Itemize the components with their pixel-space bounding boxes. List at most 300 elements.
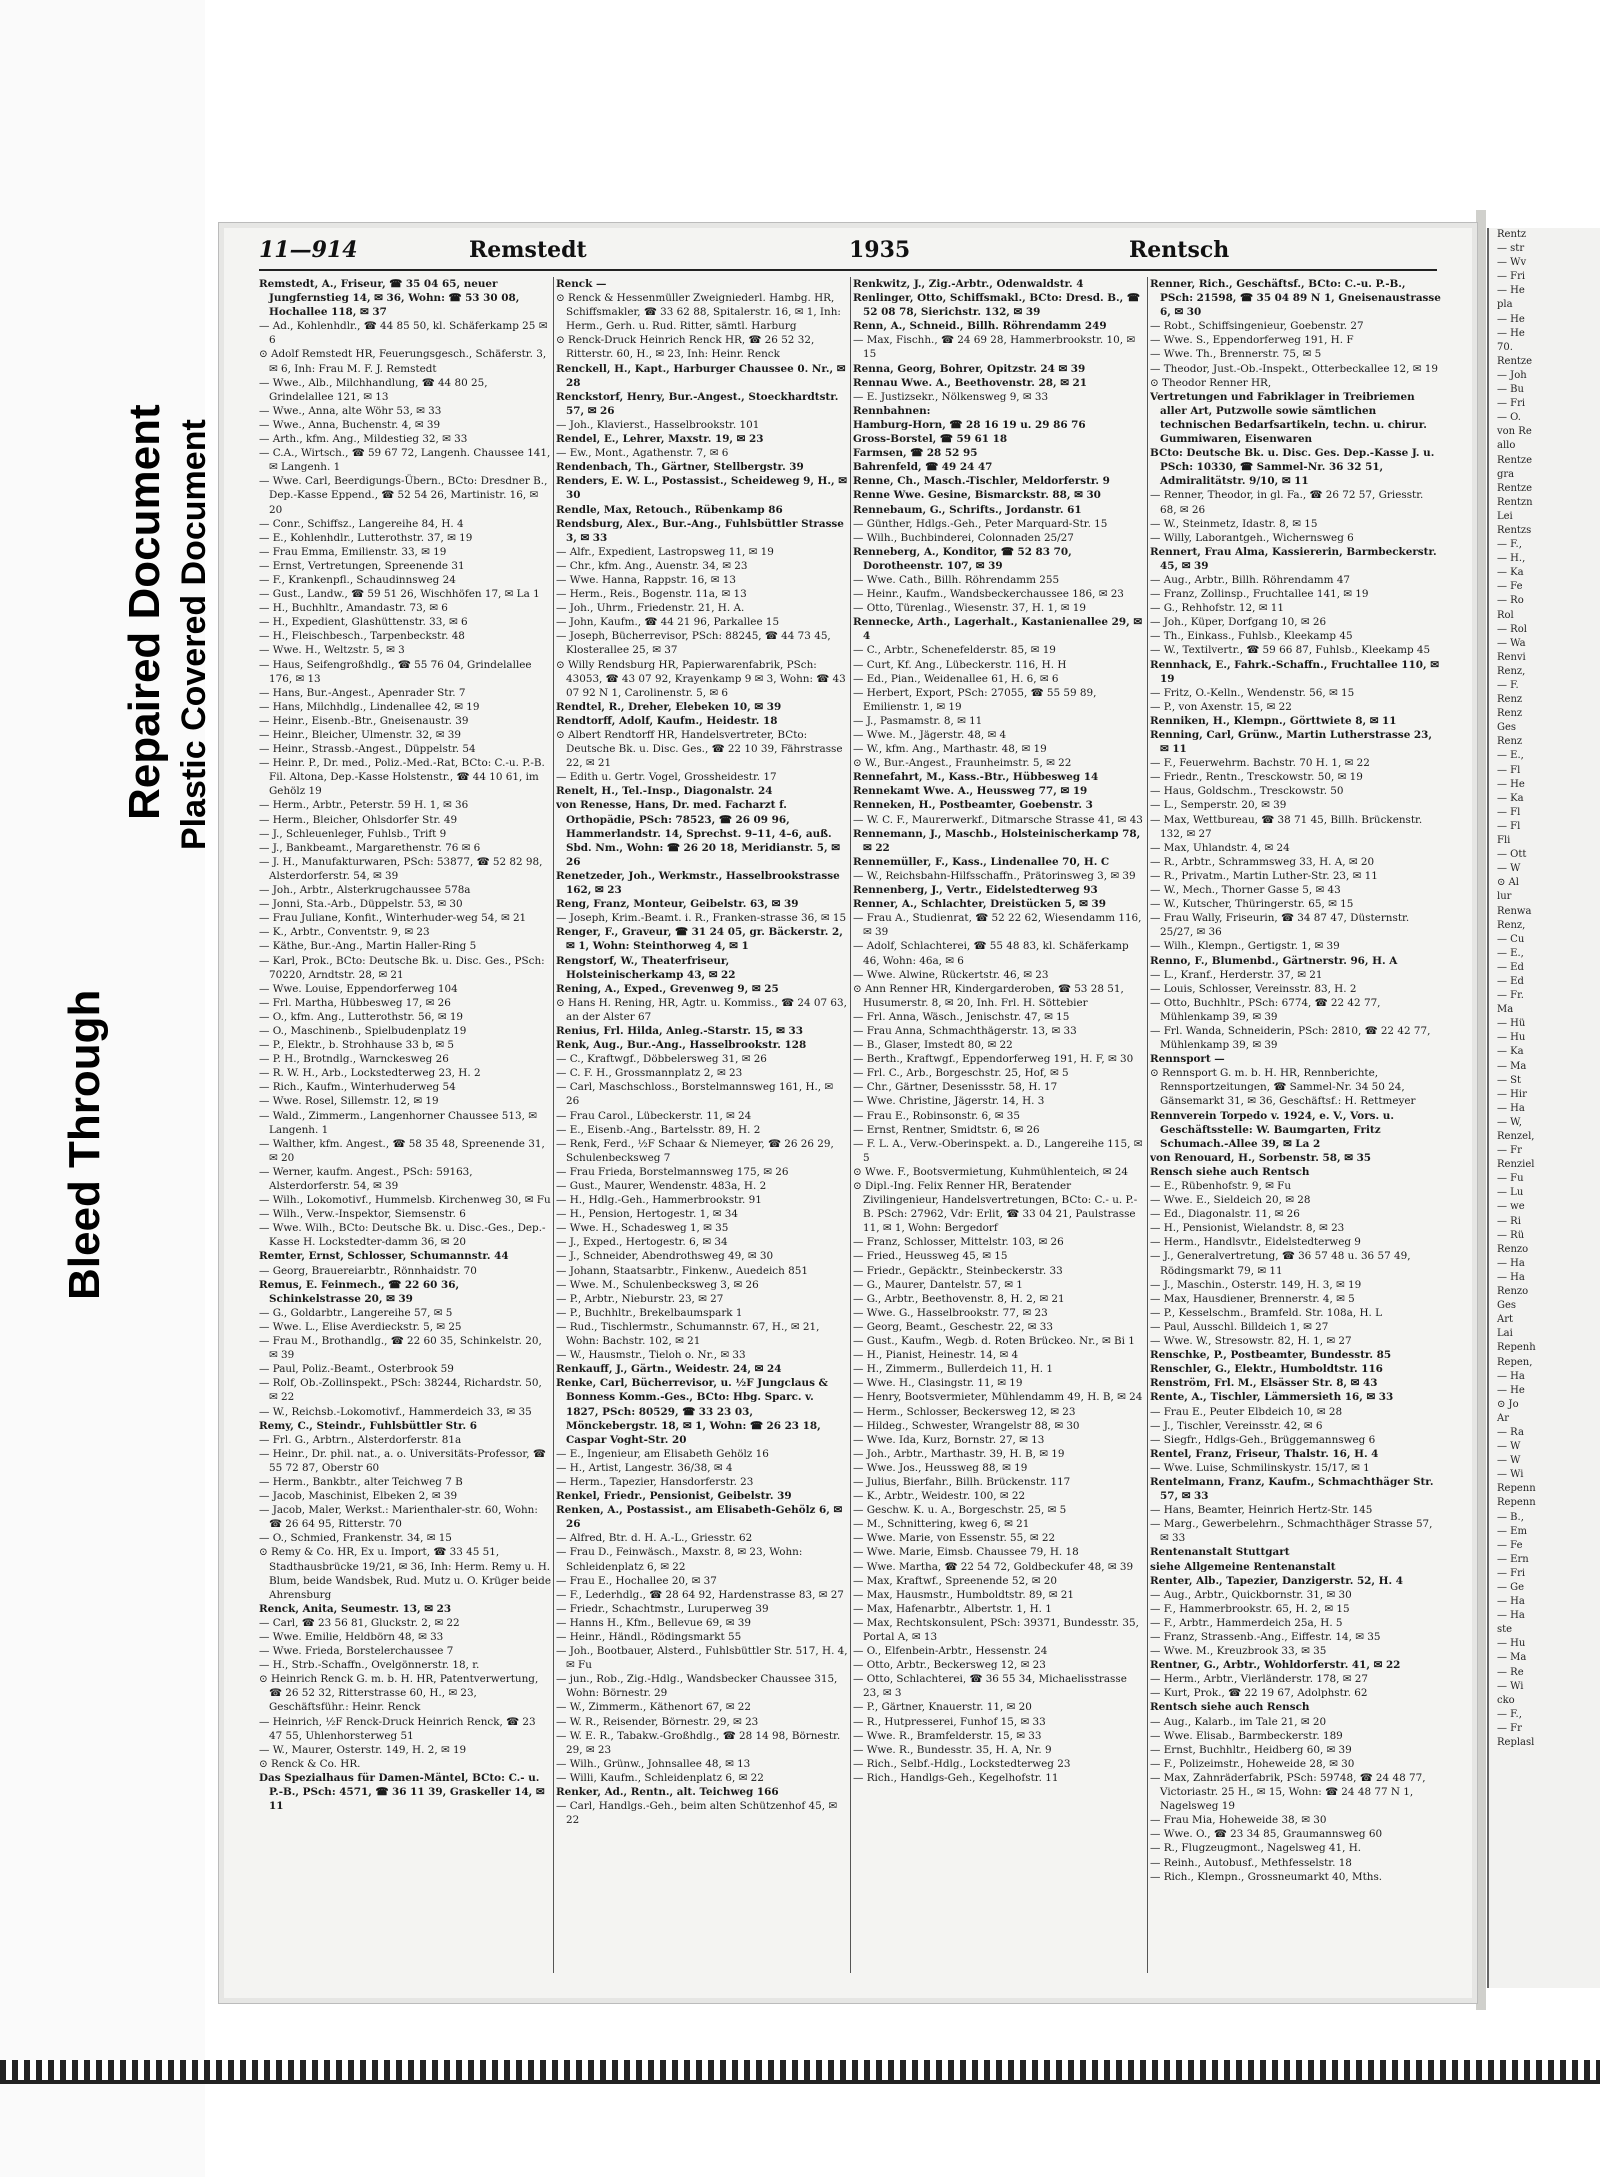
fragment-line: — E., xyxy=(1497,947,1524,959)
directory-entry: — Louis, Schlosser, Vereinsstr. 83, H. 2 xyxy=(1150,982,1357,995)
directory-entry: Reng, Franz, Monteur, Geibelstr. 63, ✉ 39 xyxy=(556,898,799,911)
fragment-line: — He xyxy=(1497,1384,1525,1396)
directory-entry: — H., Expedient, Glashüttenstr. 33, ✉ 6 xyxy=(259,616,468,629)
directory-entry: — Otto, Arbtr., Beckersweg 12, ✉ 23 xyxy=(853,1659,1046,1672)
fragment-line: — Fl xyxy=(1497,764,1521,776)
fragment-line: — He xyxy=(1497,285,1525,297)
directory-entry: — Julius, Bierfahr., Billh. Brückenstr. 117 xyxy=(853,1475,1071,1488)
directory-entry: — F., Hammerbrookstr. 65, H. 2, ✉ 15 xyxy=(1150,1602,1350,1615)
fragment-line: Renz, xyxy=(1497,919,1526,931)
fragment-line: — Wi xyxy=(1497,1469,1524,1481)
directory-entry: ⊙ Rennsport G. m. b. H. HR, Rennberichte, Rennsportzeitungen, ☎ Sammel-Nr. 34 50 24, Gänsemarkt 31, ✉ 36, Geschäftsf.: H. Rettmeyer xyxy=(1150,1067,1416,1108)
fragment-line: — Cu xyxy=(1497,933,1525,945)
fragment-line: — Ka xyxy=(1497,1046,1524,1058)
directory-entry: — Frau Frieda, Borstelmannsweg 175, ✉ 26 xyxy=(556,1165,789,1178)
fragment-line: — Wa xyxy=(1497,637,1526,649)
directory-entry: Rennemann, J., Maschb., Holsteinischerkamp 78, ✉ 22 xyxy=(853,827,1141,854)
fragment-line: Renz xyxy=(1497,736,1523,748)
directory-entry: — E., Ingenieur, am Elisabeth Gehölz 16 xyxy=(556,1447,769,1460)
directory-entry: Rengstorf, W., Theaterfriseur, Holsteinischerkamp 43, ✉ 22 xyxy=(556,954,736,981)
directory-entry: — Frau Anna, Schmachthägerstr. 13, ✉ 33 xyxy=(853,1024,1077,1037)
directory-entry: — Hans, Milchhdlg., Lindenallee 42, ✉ 19 xyxy=(259,700,480,713)
column-2 xyxy=(556,277,848,1973)
fragment-line: Renzo xyxy=(1497,1286,1529,1298)
directory-entry: — Wwe. Wilh., BCto: Deutsche Bk. u. Disc.-Ges., Dep.-Kasse H. Lockstedter-damm 36, ✉ 20 xyxy=(259,1222,546,1249)
directory-entry: — Joh., Küper, Dorfgang 10, ✉ 26 xyxy=(1150,616,1327,629)
directory-entry: Rentner, G., Arbtr., Wohldorferstr. 41, ✉ 22 xyxy=(1150,1659,1401,1672)
fragment-line: — Ha xyxy=(1497,1257,1525,1269)
directory-entry: — Herm., Handlsvtr., Eidelstedterweg 9 xyxy=(1150,1236,1361,1249)
directory-entry: — Wwe. O., ☎ 23 34 85, Graumannsweg 60 xyxy=(1150,1828,1383,1841)
directory-entry: — K., Arbtr., Conventstr. 9, ✉ 23 xyxy=(259,926,430,939)
directory-entry: — R., Privatm., Martin Luther-Str. 23, ✉ 11 xyxy=(1150,869,1378,882)
directory-entry: Rennenberg, J., Vertr., Eidelstedterweg 93 xyxy=(853,884,1098,897)
directory-entry: Renn, A., Schneid., Billh. Röhrendamm 249 xyxy=(853,320,1107,333)
directory-entry: Renne, Ch., Masch.-Tischler, Meldorferstr. 9 xyxy=(853,475,1110,488)
directory-entry: Renken, A., Postassist., am Elisabeth-Gehölz 6, ✉ 26 xyxy=(556,1504,843,1531)
directory-entry: — W., Reichsb.-Lokomotivf., Hammerdeich 33, ✉ 35 xyxy=(259,1405,532,1418)
fragment-line: ste xyxy=(1497,1624,1513,1636)
directory-entry: — J. H., Manufakturwaren, PSch: 53877, ☎ 52 82 98, Alsterdorferstr. 54, ✉ 39 xyxy=(259,855,543,882)
directory-entry: — Alfred, Btr. d. H. A.-L., Griesstr. 62 xyxy=(556,1532,753,1545)
directory-entry: — Wilh., Lokomotivf., Hummelsb. Kirchenweg 30, ✉ Fu xyxy=(259,1194,551,1207)
directory-entry: Remter, Ernst, Schlosser, Schumannstr. 44 xyxy=(259,1250,509,1263)
directory-entry: — Max, Rechtskonsulent, PSch: 39371, Bundesstr. 35, Portal A, ✉ 13 xyxy=(853,1616,1139,1643)
fragment-line: — He xyxy=(1497,778,1525,790)
fragment-line: Rentze xyxy=(1497,482,1533,494)
fragment-line: Renz xyxy=(1497,708,1523,720)
directory-entry: Rennau Wwe. A., Beethovenstr. 28, ✉ 21 xyxy=(853,376,1088,389)
fragment-line: Repen, xyxy=(1497,1356,1533,1368)
directory-entry: — Max, Kraftwf., Spreenende 52, ✉ 20 xyxy=(853,1574,1057,1587)
directory-entry: — Friedr., Rentn., Tresckowstr. 50, ✉ 19 xyxy=(1150,771,1363,784)
fragment-line: Ma xyxy=(1497,1004,1514,1016)
directory-entry: BCto: Deutsche Bk. u. Disc. Ges. Dep.-Kasse J. u. PSch: 10330, ☎ Sammel-Nr. 36 32 51, Admiralitätstr. 9/10, ✉ 11 xyxy=(1150,447,1435,488)
directory-entry: — F., Lederhdlg., ☎ 28 64 92, Hardenstrasse 83, ✉ 27 xyxy=(556,1588,844,1601)
directory-entry: Rening, A., Exped., Grevenweg 9, ✉ 25 xyxy=(556,982,779,995)
fragment-line: Art xyxy=(1497,1314,1514,1326)
fragment-line: Lei xyxy=(1497,510,1513,522)
directory-entry: — Chr., kfm. Ang., Auenstr. 34, ✉ 23 xyxy=(556,559,748,572)
fragment-line: — Ha xyxy=(1497,1370,1525,1382)
directory-entry: — B., Glaser, Imstedt 80, ✉ 22 xyxy=(853,1039,1013,1052)
fragment-line: Renwa xyxy=(1497,905,1532,917)
scan-bottom-bar xyxy=(0,2080,1600,2084)
directory-entry: Renschler, G., Elektr., Humboldtstr. 116 xyxy=(1150,1363,1383,1376)
directory-entry: — Franz, Schlosser, Mittelstr. 103, ✉ 26 xyxy=(853,1236,1064,1249)
directory-entry: ⊙ Renck & Co. HR. xyxy=(259,1757,361,1770)
fragment-line: Renzo xyxy=(1497,1243,1529,1255)
directory-entry: — Frl. C., Arb., Borgeschstr. 25, Hof, ✉ 5 xyxy=(853,1067,1069,1080)
fragment-line: — Bu xyxy=(1497,384,1524,396)
directory-entry: Remstedt, A., Friseur, ☎ 35 04 65, neuer Jungfernstieg 14, ✉ 36, Wohn: ☎ 53 30 08, Hochallee 118, ✉ 37 xyxy=(259,278,520,319)
directory-entry: — Herm., Schlosser, Beckersweg 12, ✉ 23 xyxy=(853,1405,1076,1418)
directory-entry: — Wwe. Th., Brennerstr. 75, ✉ 5 xyxy=(1150,348,1322,361)
directory-entry: — Max, Wettbureau, ☎ 38 71 45, Billh. Brückenstr. 132, ✉ 27 xyxy=(1150,813,1423,840)
directory-entry: ⊙ Adolf Remstedt HR, Feuerungsgesch., Schäferstr. 3, ✉ 6, Inh: Frau M. F. J. Remstedt xyxy=(259,348,547,375)
directory-entry: Rentsch siehe auch Rensch xyxy=(1150,1701,1310,1714)
directory-entry: — Friedr., Gepäcktr., Steinbeckerstr. 33 xyxy=(853,1264,1063,1277)
directory-entry: — Ew., Mont., Agathenstr. 7, ✉ 6 xyxy=(556,447,729,460)
directory-entry: — Paul, Ausschl. Billdeich 1, ✉ 27 xyxy=(1150,1320,1329,1333)
fragment-line: — Fl xyxy=(1497,806,1521,818)
directory-entry: — Werner, kaufm. Angest., PSch: 59163, Alsterdorferstr. 54, ✉ 39 xyxy=(259,1165,473,1192)
directory-entry: Renlinger, Otto, Schiffsmakl., BCto: Dresd. B., ☎ 52 08 78, Sierichstr. 132, ✉ 39 xyxy=(853,292,1140,319)
directory-entry: Rendle, Max, Retouch., Rübenkamp 86 xyxy=(556,503,783,516)
directory-entry: — Wwe. H., Clasingstr. 11, ✉ 19 xyxy=(853,1377,1023,1390)
bleed-through-label xyxy=(60,990,110,1300)
directory-entry: — Wwe. L., Elise Averdieckstr. 5, ✉ 25 xyxy=(259,1320,462,1333)
fragment-line: Repenn xyxy=(1497,1497,1536,1509)
directory-entry: — Friedr., Schachtmstr., Luruperweg 39 xyxy=(556,1602,769,1615)
directory-entry: — Otto, Türenlag., Wiesenstr. 37, H. 1, ✉ 19 xyxy=(853,602,1086,615)
fragment-line: — Hü xyxy=(1497,1018,1526,1030)
directory-entry: ⊙ Ann Renner HR, Kindergarderoben, ☎ 53 28 51, Husumerstr. 8, ✉ 20, Inh. Frl. H. Söttebier xyxy=(853,982,1124,1009)
directory-entry: Renno, F., Blumenbd., Gärtnerstr. 96, H. A xyxy=(1150,954,1398,967)
directory-entry: Renschke, P., Postbeamter, Bundesstr. 85 xyxy=(1150,1349,1392,1362)
directory-entry: — Otto, Buchhltr., PSch: 6774, ☎ 22 42 77, Mühlenkamp 39, ✉ 39 xyxy=(1150,996,1381,1023)
directory-entry: Rentenanstalt Stuttgart xyxy=(1150,1546,1290,1559)
directory-entry: — Herm., Reis., Bogenstr. 11a, ✉ 13 xyxy=(556,588,747,601)
fragment-line: Renz, xyxy=(1497,665,1526,677)
fragment-line: — F. xyxy=(1497,680,1519,691)
directory-entry: — F., Polizeimstr., Hoheweide 28, ✉ 30 xyxy=(1150,1757,1355,1770)
directory-entry: — Wwe. Cath., Billh. Röhrendamm 255 xyxy=(853,573,1060,586)
repaired-document-text: Repaired Document xyxy=(120,404,169,820)
directory-entry: — Herm., Arbtr., Vierländerstr. 178, ✉ 27 xyxy=(1150,1673,1369,1686)
directory-entry: — Joh., Arbtr., Marthastr. 39, H. B, ✉ 19 xyxy=(853,1447,1065,1460)
directory-entry: — Jacob, Maschinist, Elbeken 2, ✉ 39 xyxy=(259,1490,458,1503)
directory-entry: — Wwe., Anna, alte Wöhr 53, ✉ 33 xyxy=(259,404,442,417)
directory-entry: — Joh., Klavierst., Hasselbrookstr. 101 xyxy=(556,418,760,431)
fragment-line: — Ro xyxy=(1497,595,1524,607)
directory-entry: Renström, Frl. M., Elsässer Str. 8, ✉ 43 xyxy=(1150,1377,1378,1390)
directory-entry: — Edith u. Gertr. Vogel, Grossheidestr. 17 xyxy=(556,771,777,784)
directory-entry: — Wwe. Ida, Kurz, Bornstr. 27, ✉ 13 xyxy=(853,1433,1045,1446)
directory-entry: Rennemüller, F., Kass., Lindenallee 70, H. C xyxy=(853,855,1110,868)
column-divider xyxy=(850,277,851,1973)
directory-entry: — Wwe. Rosel, Sillemstr. 12, ✉ 19 xyxy=(259,1095,439,1108)
directory-entry: — Heinr., Strassb.-Angest., Düppelstr. 54 xyxy=(259,743,476,756)
directory-entry: — Hans, Bur.-Angest., Apenrader Str. 7 xyxy=(259,686,466,699)
directory-entry: — Wwe. R., Bundesstr. 35, H. A, Nr. 9 xyxy=(853,1743,1052,1756)
directory-entry: Rendtorff, Adolf, Kaufm., Heidestr. 18 xyxy=(556,714,778,727)
directory-entry: — Kurt, Prok., ☎ 22 19 67, Adolphstr. 62 xyxy=(1150,1687,1368,1700)
directory-entry: — Wwe. Elisab., Barmbeckerstr. 189 xyxy=(1150,1729,1343,1742)
repaired-document-label xyxy=(120,404,170,820)
directory-entry: — J., Tischler, Vereinsstr. 42, ✉ 6 xyxy=(1150,1419,1323,1432)
fragment-line: — Ri xyxy=(1497,1215,1521,1227)
directory-entry: von Renesse, Hans, Dr. med. Facharzt f. Orthopädie, PSch: 78523, ☎ 26 09 96, Hammerlandstr. 14, Sprechst. 9–11, 4–6, auß. Sbd. Nm., Wohn: ☎ 26 20 18, Meridianstr. 5, ✉ 26 xyxy=(556,799,840,868)
plastic-covered-text: Plastic Covered Document xyxy=(175,419,213,850)
directory-entry: — Frau Mia, Hoheweide 38, ✉ 30 xyxy=(1150,1814,1327,1827)
directory-entry: — Otto, Schlachterei, ☎ 36 55 34, Michaelisstrasse 23, ✉ 3 xyxy=(853,1673,1127,1700)
fragment-line: Lai xyxy=(1497,1328,1513,1340)
directory-entry: Rennert, Frau Alma, Kassiererin, Barmbeckerstr. 45, ✉ 39 xyxy=(1150,545,1437,572)
directory-entry: — Frau M., Brothandlg., ☎ 22 60 35, Schinkelstr. 20, ✉ 39 xyxy=(259,1335,542,1362)
directory-entry: — Carl, Handlgs.-Geh., beim alten Schützenhof 45, ✉ 22 xyxy=(556,1800,838,1827)
directory-entry: Renner, A., Schlachter, Dreistücken 5, ✉ 39 xyxy=(853,898,1106,911)
directory-entry: ⊙ Albert Rendtorff HR, Handelsvertreter, BCto: Deutsche Bk. u. Disc. Ges., ☎ 22 10 39, Fährstrasse 22, ✉ 21 xyxy=(556,729,843,770)
directory-entry: — Frl. G., Arbtrn., Alsterdorferstr. 81a xyxy=(259,1433,462,1446)
directory-entry: — W., Zimmerm., Käthenort 67, ✉ 22 xyxy=(556,1701,752,1714)
directory-entry: Hamburg-Horn, ☎ 28 16 19 u. 29 86 76 xyxy=(853,418,1086,431)
directory-entry: — Wwe. Hanna, Rappstr. 16, ✉ 13 xyxy=(556,573,737,586)
fragment-line: — Hu xyxy=(1497,1032,1526,1044)
fragment-line: — B., xyxy=(1497,1511,1524,1523)
directory-entry: — W. C. F., Maurerwerkf., Ditmarsche Strasse 41, ✉ 43 xyxy=(853,813,1143,826)
directory-entry: — Theodor, Just.-Ob.-Inspekt., Otterbeckallee 12, ✉ 19 xyxy=(1150,362,1438,375)
fragment-line: — Fu xyxy=(1497,1173,1524,1185)
fragment-line: — W xyxy=(1497,1441,1521,1453)
directory-entry: — H., Artist, Langestr. 36/38, ✉ 4 xyxy=(556,1461,733,1474)
directory-entry: — Jacob, Maler, Werkst.: Marienthaler-str. 60, Wohn: ☎ 26 64 95, Ritterstr. 70 xyxy=(259,1504,538,1531)
directory-entry: — Frau Juliane, Konfit., Winterhuder-weg 54, ✉ 21 xyxy=(259,912,527,925)
directory-entry: — O., Maschinenb., Spielbudenplatz 19 xyxy=(259,1024,467,1037)
fragment-line: — Ha xyxy=(1497,1271,1525,1283)
directory-entry: Renneken, H., Postbeamter, Goebenstr. 3 xyxy=(853,799,1093,812)
directory-entry: — Wwe. Marie, Eimsb. Chaussee 79, H. 18 xyxy=(853,1546,1079,1559)
directory-entry: — Wwe. Marie, von Essenstr. 55, ✉ 22 xyxy=(853,1532,1056,1545)
entry-columns xyxy=(259,277,1441,1973)
directory-entry: — P., Kesselschm., Bramfeld. Str. 108a, H. L xyxy=(1150,1306,1383,1319)
directory-entry: — Heinr., Händl., Rödingsmarkt 55 xyxy=(556,1631,742,1643)
directory-entry: Vertretungen und Fabriklager in Treibriemen aller Art, Putzwolle sowie sämtlichen technischen Bedarfsartikeln, techn. u. chirur. Gummiwaren, Eisenwaren xyxy=(1150,390,1427,446)
directory-entry: — Paul, Poliz.-Beamt., Osterbrook 59 xyxy=(259,1363,454,1376)
column-4 xyxy=(1150,277,1442,1973)
directory-entry: — Siegfr., Hdlgs-Geh., Brüggemannsweg 6 xyxy=(1150,1433,1376,1446)
directory-entry: Rennekamt Wwe. A., Heussweg 77, ✉ 19 xyxy=(853,785,1088,798)
fragment-line: Ar xyxy=(1497,1412,1510,1424)
directory-entry: — Frl. Martha, Hübbesweg 17, ✉ 26 xyxy=(259,996,451,1009)
fragment-line: — Fr. xyxy=(1497,990,1524,1002)
directory-entry: — E., Kohlenhdlr., Lutterothstr. 37, ✉ 19 xyxy=(259,531,473,544)
directory-entry: — R., Hutpresserei, Funhof 15, ✉ 33 xyxy=(853,1715,1046,1728)
directory-entry: — R., Flugzeugmont., Nagelsweg 41, H. xyxy=(1150,1842,1362,1855)
fragment-line: Rentze xyxy=(1497,355,1533,367)
fragment-line: — F., xyxy=(1497,1708,1522,1720)
directory-entry: — Wwe. Luise, Schmilinskystr. 15/17, ✉ 1 xyxy=(1150,1461,1370,1474)
fragment-line: — Hir xyxy=(1497,1088,1527,1100)
fragment-line: Rentze xyxy=(1497,454,1533,466)
directory-entry: — G., Maurer, Dantelstr. 57, ✉ 1 xyxy=(853,1278,1023,1291)
directory-entry: — E., Rübenhofstr. 9, ✉ Fu xyxy=(1150,1180,1292,1192)
directory-entry: — Rolf, Ob.-Zollinspekt., PSch: 38244, Richardstr. 50, ✉ 22 xyxy=(259,1377,542,1404)
directory-entry: — W. R., Reisender, Börnestr. 29, ✉ 23 xyxy=(556,1715,759,1728)
directory-entry: — Ad., Kohlenhdlr., ☎ 44 85 50, kl. Schäferkamp 25 ✉ 6 xyxy=(259,320,548,347)
directory-entry: — Wwe. R., Bramfelderstr. 15, ✉ 33 xyxy=(853,1729,1042,1742)
directory-entry: — W., Mech., Thorner Gasse 5, ✉ 43 xyxy=(1150,884,1341,897)
directory-entry: — Aug., Arbtr., Billh. Röhrendamm 47 xyxy=(1150,573,1351,586)
directory-entry: Renders, E. W. L., Postassist., Scheideweg 9, H., ✉ 30 xyxy=(556,475,847,502)
directory-entry: Renius, Frl. Hilda, Anleg.-Starstr. 15, ✉ 33 xyxy=(556,1024,803,1037)
directory-entry: — Käthe, Bur.-Ang., Martin Haller-Ring 5 xyxy=(259,940,477,953)
directory-entry: — Joh., Uhrm., Friedenstr. 21, H. A. xyxy=(556,602,745,615)
directory-entry: Renna, Georg, Bohrer, Opitzstr. 24 ✉ 39 xyxy=(853,362,1086,375)
directory-entry: — K., Arbtr., Weidestr. 100, ✉ 22 xyxy=(853,1490,1026,1503)
fragment-line: von Re xyxy=(1497,426,1532,438)
directory-entry: Renner, Rich., Geschäftsf., BCto: C.-u. P.-B., PSch: 21598, ☎ 35 04 89 N 1, Gneisenaustrasse 6, ✉ 30 xyxy=(1150,278,1441,319)
directory-entry: — F., Feuerwehrm. Bachstr. 70 H. 1, ✉ 22 xyxy=(1150,757,1370,770)
fragment-line: Rentzn xyxy=(1497,496,1533,508)
fragment-line: — Wi xyxy=(1497,1680,1524,1692)
directory-entry: — M., Schnittering, kweg 6, ✉ 21 xyxy=(853,1518,1030,1531)
directory-entry: — Wwe. Louise, Eppendorferweg 104 xyxy=(259,982,458,995)
directory-entry: Renkwitz, J., Zig.-Arbtr., Odenwaldstr. 4 xyxy=(853,278,1084,290)
directory-entry: — W., Kutscher, Thüringerstr. 65, ✉ 15 xyxy=(1150,898,1354,911)
directory-entry: — Wwe. S., Eppendorferweg 191, H. F xyxy=(1150,334,1354,347)
fragment-line: — Fri xyxy=(1497,1567,1526,1579)
directory-entry: — Ed., Diagonalstr. 11, ✉ 26 xyxy=(1150,1208,1300,1221)
directory-entry: — Wwe. Martha, ☎ 22 54 72, Goldbeckufer 48, ✉ 39 xyxy=(853,1560,1134,1573)
directory-entry: — Aug., Kalarb., im Tale 21, ✉ 20 xyxy=(1150,1715,1327,1728)
directory-entry: — Wwe. M., Schulenbecksweg 3, ✉ 26 xyxy=(556,1278,759,1291)
directory-entry: — P., von Axenstr. 15, ✉ 22 xyxy=(1150,700,1292,713)
directory-entry: — Alfr., Expedient, Lastropsweg 11, ✉ 19 xyxy=(556,545,774,558)
directory-entry: — J., Generalvertretung, ☎ 36 57 48 u. 36 57 49, Rödingsmarkt 79, ✉ 11 xyxy=(1150,1250,1411,1277)
directory-entry: — Wwe., Anna, Buchenstr. 4, ✉ 39 xyxy=(259,418,441,431)
directory-entry: — Georg, Brauereiarbtr., Rönnhaidstr. 70 xyxy=(259,1264,477,1277)
directory-entry: — Ernst, Rentner, Smidtstr. 6, ✉ 26 xyxy=(853,1123,1040,1136)
directory-entry: — Wwe. M., Kreuzbrook 33, ✉ 35 xyxy=(1150,1645,1327,1658)
directory-entry: — Herbert, Export, PSch: 27055, ☎ 55 59 89, Emilienstr. 1, ✉ 19 xyxy=(853,686,1097,713)
directory-entry: — Hans, Beamter, Heinrich Hertz-Str. 145 xyxy=(1150,1504,1373,1517)
fragment-line: — Ge xyxy=(1497,1582,1525,1593)
directory-entry: — L., Kranf., Herderstr. 37, ✉ 21 xyxy=(1150,968,1323,981)
directory-entry: — Frau Carol., Lübeckerstr. 11, ✉ 24 xyxy=(556,1109,752,1122)
fragment-line: — Ed xyxy=(1497,961,1524,973)
directory-entry: — H., Zimmerm., Bullerdeich 11, H. 1 xyxy=(853,1363,1053,1376)
fragment-line: — Ed xyxy=(1497,975,1524,987)
fragment-line: — Fr xyxy=(1497,1145,1522,1157)
fragment-line: — St xyxy=(1497,1074,1522,1086)
fragment-line: cko xyxy=(1497,1694,1515,1706)
fragment-line: — W, xyxy=(1497,1116,1522,1128)
directory-entry: Renk, Aug., Bur.-Ang., Hasselbrookstr. 128 xyxy=(556,1039,807,1052)
fragment-line: 70. xyxy=(1497,341,1513,353)
directory-entry: — Wwe. Alwine, Rückertstr. 46, ✉ 23 xyxy=(853,968,1049,981)
directory-entry: — Rich., Handlgs-Geh., Kegelhofstr. 11 xyxy=(853,1771,1059,1784)
directory-entry: — H., Hdlg.-Geh., Hammerbrookstr. 91 xyxy=(556,1194,762,1207)
directory-entry: Renetzeder, Joh., Werkmstr., Hasselbrookstrasse 162, ✉ 23 xyxy=(556,869,840,897)
directory-entry: — C. F. H., Grossmannplatz 2, ✉ 23 xyxy=(556,1067,743,1080)
fragment-line: — Fe xyxy=(1497,581,1523,593)
directory-entry: Rensch siehe auch Rentsch xyxy=(1150,1165,1310,1178)
directory-entry: — Walther, kfm. Angest., ☎ 58 35 48, Spreenende 31, ✉ 20 xyxy=(259,1137,545,1164)
directory-entry: — Jonni, Sta.-Arb., Düppelstr. 53, ✉ 30 xyxy=(259,898,463,911)
fragment-line: — Wv xyxy=(1497,257,1527,269)
directory-entry: Rentelmann, Franz, Kaufm., Schmachthäger Str. 57, ✉ 33 xyxy=(1150,1475,1434,1503)
directory-entry: — Berth., Kraftwgf., Eppendorferweg 191, H. F, ✉ 30 xyxy=(853,1053,1134,1066)
column-3 xyxy=(853,277,1145,1973)
fragment-line: — F., xyxy=(1497,539,1522,551)
directory-entry: Rennhack, E., Fahrk.-Schaffn., Fruchtallee 110, ✉ 19 xyxy=(1150,658,1439,685)
fragment-line: ⊙ Al xyxy=(1497,877,1519,889)
page-number: 11—914 xyxy=(259,237,358,263)
directory-entry: — Frau Wally, Friseurin, ☎ 34 87 47, Düsternstr. 25/27, ✉ 36 xyxy=(1150,912,1410,939)
directory-entry: von Renouard, H., Sorbenstr. 58, ✉ 35 xyxy=(1150,1151,1372,1164)
fragment-line: — Ha xyxy=(1497,1610,1525,1622)
directory-entry: — W., Textilvertr., ☎ 59 66 87, Fuhlsb., Kleekamp 45 xyxy=(1150,644,1431,657)
directory-entry: — Henry, Bootsvermieter, Mühlendamm 49, H. B, ✉ 24 xyxy=(853,1391,1143,1404)
directory-entry: Renker, Ad., Rentn., alt. Teichweg 166 xyxy=(556,1786,779,1799)
fragment-line: — Fri xyxy=(1497,271,1526,283)
directory-entry: — J., Maschin., Osterstr. 149, H. 3, ✉ 19 xyxy=(1150,1278,1362,1291)
directory-entry: — Max, Uhlandstr. 4, ✉ 24 xyxy=(1150,841,1290,854)
directory-entry: — Adolf, Schlachterei, ☎ 55 48 83, kl. Schäferkamp 46, Wohn: 46a, ✉ 6 xyxy=(853,940,1129,967)
directory-entry: — G., Goldarbtr., Langereihe 57, ✉ 5 xyxy=(259,1306,453,1319)
directory-entry: — C., Kraftwgf., Döbbelersweg 31, ✉ 26 xyxy=(556,1053,767,1066)
directory-entry: — Robt., Schiffsingenieur, Goebenstr. 27 xyxy=(1150,320,1364,333)
directory-entry: — W., Maurer, Osterstr. 149, H. 2, ✉ 19 xyxy=(259,1743,467,1756)
fragment-line: — Ha xyxy=(1497,1102,1525,1114)
directory-entry: — Heinr., Kaufm., Wandsbeckerchaussee 186, ✉ 23 xyxy=(853,588,1124,601)
directory-entry: — Wilh., Grünw., Johnsallee 48, ✉ 13 xyxy=(556,1757,751,1770)
directory-entry: — W., Steinmetz, Idastr. 8, ✉ 15 xyxy=(1150,517,1318,530)
fragment-line: Renziel xyxy=(1497,1159,1535,1171)
fragment-line: — Rol xyxy=(1497,623,1527,635)
directory-entry: — Herm., Bleicher, Ohlsdorfer Str. 49 xyxy=(259,813,458,826)
directory-entry: Das Spezialhaus für Damen-Mäntel, BCto: C.- u. P.-B., PSch: 4571, ☎ 36 11 39, Graskeller 14, ✉ 11 xyxy=(259,1771,545,1813)
fragment-line: — Fe xyxy=(1497,1539,1523,1551)
fragment-line: — Joh xyxy=(1497,369,1527,381)
directory-entry: — P., Gärtner, Knauerstr. 11, ✉ 20 xyxy=(853,1701,1032,1714)
directory-entry: — W., Hausmstr., Tieloh o. Nr., ✉ 33 xyxy=(556,1349,746,1362)
fragment-line: Repenh xyxy=(1497,1342,1536,1354)
directory-entry: — G., Arbtr., Beethovenstr. 8, H. 2, ✉ 21 xyxy=(853,1292,1065,1305)
fragment-line: gra xyxy=(1497,468,1515,480)
directory-entry: — W., Reichsbahn-Hilfsschaffn., Prätorinsweg 3, ✉ 39 xyxy=(853,869,1136,882)
fragment-line: — Ka xyxy=(1497,792,1524,804)
directory-entry: — Max, Fischh., ☎ 24 69 28, Hammerbrookstr. 10, ✉ 15 xyxy=(853,334,1136,361)
directory-entry: — Frau Emma, Emilienstr. 33, ✉ 19 xyxy=(259,545,447,558)
column-divider xyxy=(553,277,554,1973)
fragment-line: allo xyxy=(1497,440,1516,452)
directory-entry: — Franz, Zollinsp., Fruchtallee 141, ✉ 19 xyxy=(1150,588,1369,601)
directory-entry: — Heinrich, ½F Renck-Druck Heinrich Renck, ☎ 23 47 55, Uhlenhorsterweg 51 xyxy=(259,1715,536,1742)
directory-entry: Rennsport — xyxy=(1150,1053,1225,1066)
directory-entry: Renniken, H., Klempn., Görttwiete 8, ✉ 11 xyxy=(1150,714,1397,727)
directory-entry: — Heinr., Eisenb.-Btr., Gneisenaustr. 39 xyxy=(259,714,469,727)
directory-entry: Rennverein Torpedo v. 1924, e. V., Vors. u. Geschäftsstelle: W. Baumgarten, Fritz Schumach.-Allee 39, ✉ La 2 xyxy=(1150,1109,1394,1150)
directory-entry: — Wilh., Klempn., Gertigstr. 1, ✉ 39 xyxy=(1150,940,1340,953)
directory-entry: — Arth., kfm. Ang., Mildestieg 32, ✉ 33 xyxy=(259,433,468,446)
fragment-line: — Fr xyxy=(1497,1722,1522,1734)
directory-entry: — Frau E., Hochallee 20, ✉ 37 xyxy=(556,1574,717,1587)
directory-entry: — Wilh., Buchbinderei, Colonnaden 25/27 xyxy=(853,531,1074,544)
header-last-name: Rentsch xyxy=(1129,237,1230,263)
fragment-line: — Ern xyxy=(1497,1553,1529,1565)
directory-entry: ⊙ Remy & Co. HR, Ex u. Import, ☎ 33 45 51, Stadthausbrücke 19/21, ✉ 36, Inh: Herm. Remy u. H. Blum, beide Wandsbek, Rud. Mutz u. O. Krüger beide Ahrensburg xyxy=(259,1546,551,1601)
directory-entry: — Frau E., Robinsonstr. 6, ✉ 35 xyxy=(853,1109,1020,1122)
directory-entry: — Aug., Arbtr., Quickbornstr. 31, ✉ 30 xyxy=(1150,1588,1352,1601)
directory-entry: — Wwe. Jos., Heussweg 88, ✉ 19 xyxy=(853,1461,1028,1474)
directory-entry: — Wwe., Alb., Milchhandlung, ☎ 44 80 25, Grindelallee 121, ✉ 13 xyxy=(259,376,488,403)
directory-entry: — Günther, Hdlgs.-Geh., Peter Marquard-Str. 15 xyxy=(853,517,1108,530)
directory-entry: — E., Eisenb.-Ang., Bartelsstr. 89, H. 2 xyxy=(556,1123,761,1136)
directory-entry: Renkel, Friedr., Pensionist, Geibelstr. 39 xyxy=(556,1490,792,1503)
directory-entry: — Rich., Kaufm., Winterhuderweg 54 xyxy=(259,1081,456,1094)
fragment-line: — Em xyxy=(1497,1525,1527,1537)
fragment-line: — Rü xyxy=(1497,1229,1525,1241)
directory-entry: ⊙ Wwe. F., Bootsvermietung, Kuhmühlenteich, ✉ 24 xyxy=(853,1165,1128,1178)
directory-entry: — Haus, Seifengroßhdlg., ☎ 55 76 04, Grindelallee 176, ✉ 13 xyxy=(259,658,532,685)
fragment-line: — Ott xyxy=(1497,849,1527,861)
directory-entry: Renneberg, A., Konditor, ☎ 52 83 70, Dorotheenstr. 107, ✉ 39 xyxy=(853,545,1072,572)
directory-entry: siehe Allgemeine Rentenanstalt xyxy=(1150,1560,1336,1573)
fragment-line: — Fri xyxy=(1497,398,1526,410)
fragment-line: — Lu xyxy=(1497,1187,1524,1199)
